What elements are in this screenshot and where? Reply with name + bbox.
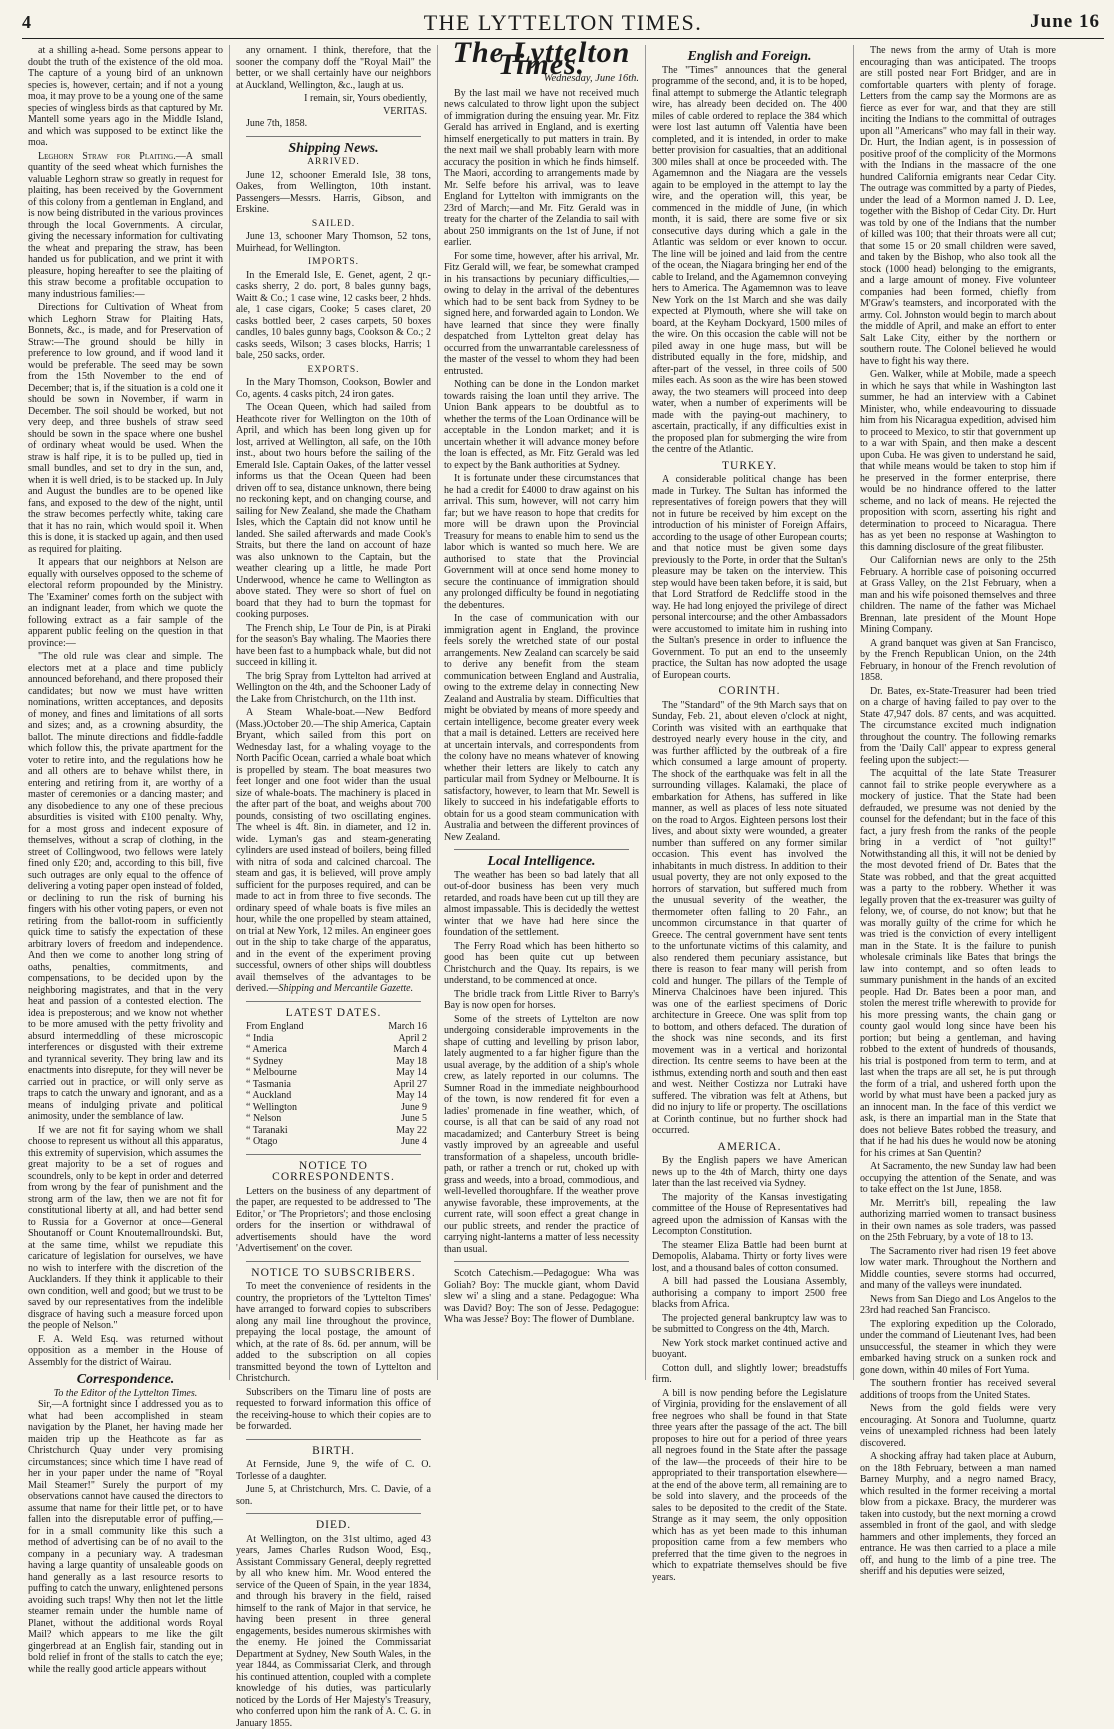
column-2 <box>230 45 438 1380</box>
leghorn-paragraph <box>28 151 223 301</box>
news-paragraph: A grand banquet was given at San Francisco, by the French Republican Union, on the 24th February, in honour of the French revolution of 1858. <box>860 638 1056 684</box>
notice-correspondents-heading: NOTICE TO CORRESPONDENTS. <box>236 1161 431 1184</box>
latest-date-row <box>240 1125 427 1137</box>
editorial-paragraph: For some time, however, after his arrival, Mr. Fitz Gerald will, we fear, be somewhat cramped in his transactions by pecuniary difficulties,—owing to delay in the arrival of the debentures which had to be sent back from Sydney to be signed here, and forwarded again to London. We have learned that since they were finally despatched from Lyttelton great delay has occurred from the unwarrantable carelessness of the master of the vessel to whom they had been entrusted. <box>444 251 639 378</box>
latest-date-place: “ America <box>240 1044 287 1056</box>
sailed-text: June 13, schooner Mary Thomson, 52 tons, Muirhead, for Wellington. <box>236 231 431 254</box>
america-paragraph: Cotton dull, and slightly lower; breadstuffs firm. <box>652 1363 847 1386</box>
column-3 <box>438 45 646 1380</box>
editorial-nameplate: The Lyttelton Times. <box>444 47 639 70</box>
leghorn-text: —A small quantity of the seed wheat which furnishes the valuable Leghorn straw so greatly in request for plaiting, has been received by the Government of this colony from a gentleman in England, and is now being distributed in the various provinces through the local Governments. A circular, giving the necessary information for cultivating the wheat and preparing the straw, has been handed us for publication, and we print it with pleasure, hoping hereafter to see the plaiting of this straw become a profitable occupation to many industrious families:— <box>28 151 223 300</box>
news-paragraph: The southern frontier has received several additions of troops from the United States. <box>860 1378 1056 1401</box>
sailed-label: SAILED. <box>236 219 431 231</box>
letter-signature: VERITAS. <box>240 106 427 118</box>
america-paragraph: New York stock market continued active and buoyant. <box>652 1338 847 1361</box>
shipping-news-heading: Shipping News. <box>236 143 431 155</box>
exports-text: In the Mary Thomson, Cookson, Bowler and Co, agents. 4 casks pitch, 24 iron gates. <box>236 377 431 400</box>
column-5 <box>854 45 1062 1380</box>
examiner-quote: "The old rule was clear and simple. The electors met at a place and time publicly announced beforehand, and there proposed their candidates; but now we must have written nominations, written acceptances, and deposits of money, and fines and limitations of all sorts and sizes; and, as a crowning absurdity, the ballot. The minute directions and fiddle-faddle which follow this, the private apartment for the voter to retire into, and the regulations how he and all others are to behave whilst there, in entering and retiring from it, are worthy of a master of ceremonies or a dancing master; and any disobedience to any one of these precious absurdities is visited with £100 penalty. Why, for a most gross and indecent exposure of themselves, without a scrap of clothing, in the street of Collingwood, two fellows were lately fined only £20; and, according to this bill, five such outrages are only equal to the offence of delivering a voting paper open instead of folded, or declining to run the risk of burning his fingers with his other voting papers, or even not retiring from the ballot-room in sufficiently quick time to satisfy the expectation of these arbitrary lovers of freedom and independence. And then we come to another long string of oaths, penalties, commitments, and compensations, to be decided upon by the neighboring magistrates, and that in the very heat and passion of a contested election. The idea is preposterous; and we know not whether to be more amused with the petty frivolity and absurd intermeddling of these microscopic interferences or disgusted with their extreme and tyrannical severity. They bring law and its enactments into disrepute, for they will never be carried out in practice, or will only serve as traps to catch the unwary and ignorant, and as a means of indulging private and political animosity, under the semblance of law. <box>28 651 223 1123</box>
latest-date-row <box>240 1102 427 1114</box>
column-4 <box>646 45 854 1380</box>
correspondence-address: To the Editor of the Lyttelton Times. <box>28 1388 223 1400</box>
news-paragraph: The Sacramento river had risen 19 feet above low water mark. Throughout the Northern and Middle counties, severe storms had occurred, and many of the valleys were inundated. <box>860 1246 1056 1292</box>
editorial-dateline: Wednesday, June 16th. <box>444 73 639 85</box>
steam-whale-boat-text: A Steam Whale-boat.—New Bedford (Mass.)October 20.—The ship America, Captain Bryant, which sailed from this port on Wednesday last, for a whaling voyage to the North Pacific Ocean, carried a whale boat which is propelled by steam. The boat measures two feet longer and one foot wider than the usual size of whale-boats. The machinery is placed in the after part of the boat, and weighs about 700 pounds, consisting of two oscillating engines. The wheel is 4ft. 8in. in diameter, and 12 in. wide. Lyman's gas and steam-generating cylinders are used instead of boilers, being filled with nitra of soda and calcined charcoal. The steam and gas, it is believed, will prove amply sufficient for the purposes required, and can be made to act in from three to five seconds. The ordinary speed of whale boats is five miles an hour, while the one propelled by steam attained, on trial at New York, 12 miles. An engineer goes out in the ship to take charge of the apparatus, and in the event of the experiment proving successful, owners of other ships will doubtless avail themselves of the advantages to be derived.— <box>236 707 431 994</box>
divider <box>246 1001 421 1002</box>
latest-date-place: “ Wellington <box>240 1102 297 1114</box>
latest-date-value: May 18 <box>396 1056 427 1068</box>
latest-date-value: April 27 <box>393 1079 427 1091</box>
latest-date-value: June 5 <box>401 1113 427 1125</box>
latest-date-place: From England <box>240 1021 304 1033</box>
latest-date-value: March 16 <box>388 1021 427 1033</box>
turkey-heading: TURKEY. <box>652 461 847 473</box>
scotch-catechism: Scotch Catechism.—Pedagogue: Wha was Goliah? Boy: The muckle giant, whom David slew wi' a sling and a stane. Pedagogue: Wha was David? Boy: The son of Jesse. Pedagogue: Wha was Jesse? Boy: The flower of Dumblane. <box>444 1268 639 1326</box>
exports-label: EXPORTS. <box>236 365 431 377</box>
local-intelligence-heading: Local Intelligence. <box>444 856 639 868</box>
latest-date-place: “ Auckland <box>240 1090 291 1102</box>
latest-date-row <box>240 1079 427 1091</box>
corinth-paragraph: The "Standard" of the 9th March says that on Sunday, Feb. 21, about eleven o'clock at night, Corinth was visited with an earthquake that destroyed nearly every house in the city, and was further afflicted by the outbreak of a fire which consumed a large amount of property. The shock of the earthquake was felt in all the surrounding villages. Kalamaki, the place of embarkation for Athens, has suffered in like manner, as well as places of less note situated on the road to Argos. Eighteen persons lost their lives, and about sixty were wounded, a greater number than suffered on any former similar occasion. This event has involved the inhabitants in much distress. In addition to their usual poverty, they are not only exposed to the horrors of starvation, but suffered much from the unusual severity of the weather, the thermometer often falling to 20 Fahr., an uncommon circumstance in that quarter of Greece. The central government have sent tents to the unfortunate victims of this calamity, and also rendered them pecuniary assistance, but there is reason to fear many will perish from cold and hunger. The pillars of the Temple of Minerva Chalcinoes have been injured. This was one of the earliest specimens of Doric architecture in Greece. One was split from top to bottom, and others defaced. The duration of the shock was nine seconds, and its first movement was in a vertical and horizontal direction. Its centre seems to have been at the isthmus, extending north and south and then east and west. Neither Costizza nor Lutraki have suffered. The vibration was felt at Athens, but did no injury to life or property. The oscillations at Corinth continue, but no further shock had occurred. <box>652 700 847 1137</box>
letter-date: June 7th, 1858. <box>246 118 431 130</box>
death-notice: At Wellington, on the 31st ultimo, aged 43 years, James Charles Rudson Wood, Esq., Assistant Commissary General, deeply regretted by all who knew him. Mr. Wood entered the service of the Queen of Spain, in the year 1834, and through his bravery in the field, raised himself to the rank of Major in that service, he having been present in three general engagements, besides numerous skirmishes with the enemy. He joined the Commissariat Department at Sydney, New South Wales, in the year 1844, as Commissariat Clerk, and through his continued attention, coupled with a complete knowledge of his duties, was particularly noticed by the Lords of Her Majesty's Treasury, who conferred upon him the rank of A. C. G. in January 1855. <box>236 1534 431 1729</box>
page-number: 4 <box>22 12 31 33</box>
newspaper-title: THE LYTTELTON TIMES. <box>22 10 1104 36</box>
latest-date-value: June 4 <box>401 1136 427 1148</box>
imports-text: In the Emerald Isle, E. Genet, agent, 2 qr.-casks sherry, 2 do. port, 8 bales gunny bags, Waitt & Co.; 1 case wine, 12 casks beer, 2 hhds. ale, 1 case cigars, Cooke; 5 cases claret, 20 casks bottled beer, 2 cases carpets, 50 boxes candles, 10 bales gunny bags, Cookson & Co.; 2 casks seeds, Wilson; 3 cases blocks, Harris; 1 bale, 250 sacks, order. <box>236 270 431 362</box>
latest-date-row <box>240 1136 427 1148</box>
latest-date-row <box>240 1056 427 1068</box>
brig-spray-paragraph: The brig Spray from Lyttelton had arrived at Wellington on the 4th, and the Schooner Lady of the Lake from Christchurch, on the 11th inst. <box>236 671 431 706</box>
notice-subscribers-heading: NOTICE TO SUBSCRIBERS. <box>236 1268 431 1280</box>
birth-notice: June 5, at Christchurch, Mrs. C. Davie, of a son. <box>236 1484 431 1507</box>
latest-date-value: March 4 <box>393 1044 427 1056</box>
imports-label: IMPORTS. <box>236 257 431 269</box>
corinth-heading: CORINTH. <box>652 686 847 698</box>
issue-date: June 16 <box>1030 11 1100 33</box>
america-paragraph: The projected general bankruptcy law was to be submitted to Congress on the 4th, March. <box>652 1313 847 1336</box>
letter-ending: any ornament. I think, therefore, that the sooner the company doff the "Royal Mail" the better, or we shall certainly have our neighbors at Auckland, Wellington, &c., laugh at us. <box>236 45 431 91</box>
latest-date-value: April 2 <box>398 1033 427 1045</box>
editorial-paragraph: It is fortunate under these circumstances that he had a credit for £4000 to draw against on his arrival. This sum, however, will not carry him far; but we have reason to hope that credits for more will be drawn upon the Provincial Treasury for means to enable him to send us the labor which is wanted so much here. We are authorised to state that the Provincial Government will at once send home money to secure the continuance of immigration should any prolonged difficulty be found in negotiating the debentures. <box>444 473 639 611</box>
latest-dates-list <box>240 1021 427 1148</box>
latest-date-value: May 22 <box>396 1125 427 1137</box>
news-paragraph: The news from the army of Utah is more encouraging than was anticipated. The troops are still posted near Fort Bridger, and are in comfortable quarters with plenty of forage. Letters from the camp say the Mormons are as fierce as ever for war, and that they are still inciting the Indians to the committal of outrages upon all "Americans" who may fall in their way. Dr. Hurt, the Indian agent, is in possession of positive proof of the complicity of the Mormons with the Indians in the massacre of the one hundred California emigrants near Cedar City. The outrage was committed by a party of Piedes, under the lead of a Mormon named J. D. Lee, together with the Bishop of Cedar City. Dr. Hurt was told by one of the Indians that the number of killed was 100; that their throats were all cut; that some 15 or 20 small children were saved, and taken by the Bishop, who also took all the stock (1000 head) belonging to the emigrants, and a large amount of money. Five volunteer companies had been formed, chiefly from M'Graw's teamsters, and incorporated with the army. Col. Johnston would begin to march about the middle of April, and make an effort to enter Salt Lake City, either by the northern or southern route. The Colonel believed he would have to fight his way there. <box>860 45 1056 367</box>
directions-paragraph: Directions for Cultivation of Wheat from which Leghorn Straw for Plaiting Hats, Bonnets, &c., is made, and for Preservation of Straw:—The ground should be hilly in preference to low ground, and if wood land it would be preferable. The seed may be sown from the 15th November to the end of December; that is, if the situation is a cold one it should be sown in November, if warm in December. The soil should be worked, but not very deep, and three bushels of straw seed should be sown in the space where one bushel of ordinary wheat would be used. When the straw is half ripe, it is to be pulled up, tied in small bundles, and set to dry in the sun, and, when it is well dried, is to be stacked up. In July and August the bundles are to be opened like fans, and exposed to the dew of the night, until the straw becomes perfectly white, taking care that it has no rain, which would spoil it. When this is done, it is stacked up again, and then used as required for plaiting. <box>28 302 223 555</box>
letter-closing: I remain, sir, Yours obediently, <box>240 93 427 105</box>
divider <box>454 849 629 850</box>
local-paragraph: The bridle track from Little River to Barry's Bay is now open for horses. <box>444 989 639 1012</box>
local-paragraph: Some of the streets of Lyttelton are now undergoing considerable improvements in the shape of cutting and levelling by prison labor, lately augmented to a far higher figure than the usual average, by the addition of a ship's whole crew, as lately reported in our columns. The Sumner Road in the immediate neighbourhood of the town, is now rendered fit for even a ladies' promenade in fine weather, which, of course, is all that can be said of any road not macadamized; and Canterbury Street is being vastly improved by an agreeable and useful transformation of a shapeless, uncouth bridle-path, or rather a trench or rut, choked up with grass and weeds, into a broad, commodious, and well-levelled thoroughfare. If the weather prove anywise favorable, these improvements, at the current rate, will soon effect a great change in our public streets, and render the practice of carrying night-lanterns a matter of less necessity than usual. <box>444 1014 639 1256</box>
leghorn-heading: Leghorn Straw for Plaiting. <box>38 151 176 162</box>
divider <box>246 1154 421 1155</box>
america-heading: AMERICA. <box>652 1142 847 1154</box>
news-paragraph: Dr. Bates, ex-State-Treasurer had been tried on a charge of having failed to pay over to the State 47,947 dols. 87 cents, and was acquitted. The circumstance excited much indignation throughout the country. The following remarks from the 'Daily Call' appear to express general feeling upon the subject:— <box>860 686 1056 767</box>
divider <box>246 1513 421 1514</box>
notice-correspondents-text: Letters on the business of any department of the paper, are requested to be addressed to 'The Editor,' or 'The Proprietors'; and those enclosing orders for the insertion or withdrawal of advertisements should have the word 'Advertisement' on the cover. <box>236 1186 431 1255</box>
editorial-paragraph: In the case of communication with our immigration agent in England, the province feels sorely the wretched state of our postal arrangements. New Zealand can scarcely be said to derive any benefit from the steam communication between England and Australia, owing to the extreme delay in connecting New Zealand and Australia by steam. Difficulties that might be obviated by means of more speedy and certain intelligence, become greater every week that a mail is detained. Letters are received here at uncertain intervals, and correspondents from the colony have no means whatever of knowing whether their letters are likely to catch any particular mail from Sydney or Melbourne. It is satisfactory, however, to learn that Mr. Sewell is likely to succeed in his indefatigable efforts to obtain for us a good steam communication with Australia and between the different provinces of New Zealand. <box>444 613 639 843</box>
latest-date-row <box>240 1021 427 1033</box>
birth-heading: BIRTH. <box>236 1446 431 1458</box>
divider <box>246 1261 421 1262</box>
news-paragraph: A shocking affray had taken place at Auburn, on the 18th February, between a man named Barney Murphy, and a negro named Bracy, which resulted in the former receiving a mortal blow from a pickaxe. Bracy, the murderer was taken into custody, but the next morning a crowd assembled in front of the gaol, and with sledge hammers and other implements, they forced an entrance. He was then carried to a place a mile off, and hung to the limb of a pine tree. The sheriff and his deputies were seized, <box>860 1451 1056 1578</box>
latest-date-row <box>240 1090 427 1102</box>
notice-subscribers-text: To meet the convenience of residents in the country, the proprietors of the 'Lyttelton Times' have arranged to forward copies to subscribers along any mail line throughout the province, prepaying the local postage, the amount of which, at the rate of 8s. 6d. per annum, will be added to the subscription on all copies transmitted beyond the town of Lyttelton and Christchurch. <box>236 1281 431 1385</box>
latest-date-value: May 14 <box>396 1090 427 1102</box>
news-paragraph: The acquittal of the late State Treasurer cannot fail to strike people everywhere as a mockery of justice. That the State had been defrauded, we presume was not denied by the counsel for the defendant; but in the face of this fact, a jury fresh from the ranks of the people bring in a verdict of "not guilty!" Notwithstanding all this, it will not be denied by the most devoted friend of Dr. Bates that the State was robbed, and that the great acquitted was a party to the robbery. Whether it was legally proven that the ex-treasurer was guilty of felony, we, of course, do not know; but that he was morally guilty of the crime for which he was tried is the conviction of every intelligent man in the State. It is the failure to punish wholesale criminals like Bates that brings the law into contempt, and so often leads to summary punishment in the hands of an excited people. Had Dr. Bates been a poor man, and stolen the merest trifle wherewith to provide for his more pressing wants, the chain gang or county gaol would long since have been his portion; but being a gentleman, and having robbed to the extent of hundreds of thousands, his trial is postponed from term to term, and at last when the traps are all set, he is put through the form of a trial, and ushered forth upon the world by what must have been a packed jury as an innocent man. In the face of this verdict we ask, is there an impartial man in the State that does not believe Bates robbed the treasury, and that if he had his dues he would now be atoning for his crimes at San Quentin? <box>860 768 1056 1159</box>
news-paragraph: The exploring expedition up the Colorado, under the command of Lieutenant Ives, had been unsuccessful, the steamer in which they were embarked having struck on a sunken rock and gone down, within 40 miles of Fort Yuma. <box>860 1319 1056 1377</box>
latest-date-row <box>240 1067 427 1079</box>
latest-date-place: “ India <box>240 1033 274 1045</box>
ocean-queen-paragraph: The Ocean Queen, which had sailed from Heathcote river for Wellington on the 10th of April, and which has been long given up for lost, arrived at Wellington, all safe, on the 10th inst., about two hours before the sailing of the Emerald Isle. Captain Oakes, of the latter vessel informs us that the Ocean Queen had been driven off to sea, distance unknown, there being no reckoning kept, and on changing course, and sailing for New Zealand, she made the Chatham Isles, which the Captain did not know until he landed. She sailed afterwards and made Cook's Straits, but there the land on account of haze was also unknown to the Captain, but the weather clearing up a little, he made Port Underwood, whence he came to Wellington as above stated. They were so short of fuel on board that they had to burn the topmast for cooking purposes. <box>236 402 431 621</box>
news-paragraph: Mr. Merritt's bill, repealing the law authorizing married women to transact business in their own names as sole traders, was passed on the 25th February, by a vote of 18 to 13. <box>860 1198 1056 1244</box>
nelson-paragraph: It appears that our neighbors at Nelson are equally with ourselves opposed to the scheme of electoral reform propounded by the Ministry. The 'Examiner' comes forth on the subject with an indignant leader, from which we quote the following extract as a fair sample of the apparent public feeling on the question in that province:— <box>28 557 223 649</box>
columns <box>22 45 1104 1380</box>
latest-date-place: “ Nelson <box>240 1113 281 1125</box>
america-paragraph: The steamer Eliza Battle had been burnt at Demopolis, Alabama. Thirty or forty lives were lost, and a thousand bales of cotton consumed. <box>652 1240 847 1275</box>
notice-subscribers-timaru: Subscribers on the Timaru line of posts are requested to forward information this office of the receiving-house to which their copies are to be forwarded. <box>236 1387 431 1433</box>
masthead <box>22 6 1104 39</box>
weld-paragraph: F. A. Weld Esq. was returned without opposition as a member in the House of Assembly for the district of Wairau. <box>28 1334 223 1369</box>
america-paragraph: By the English papers we have American news up to the 4th of March, thirty one days later than the last received via Sydney. <box>652 1155 847 1190</box>
local-paragraph: The Ferry Road which has been hitherto so good has been quite cut up between Christchurch and the Quay. Its repairs, is we understand, to be commenced at once. <box>444 941 639 987</box>
latest-date-value: June 9 <box>401 1102 427 1114</box>
editorial-paragraph: By the last mail we have not received much news calculated to throw light upon the subject of immigration during the ensuing year. Mr. Fitz Gerald has arrived in England, and is exerting himself energetically to put matters in train. By the next mail we shall probably learn with more accuracy the position in which he finds himself. The Maori, according to arrangements made by Mr. Selfe before his arrival, was to leave England for Lyttelton with immigrants on the 23rd of March;—and Mr. Fitz Gerald was in treaty for the charter of the Zelandia to sail with about 250 immigrants on the 1st of June, if not earlier. <box>444 88 639 249</box>
news-paragraph: Gen. Walker, while at Mobile, made a speech in which he says that while in Washington last summer, he had an interview with a Cabinet Minister, who, while endeavouring to dissuade him from his Nicaragua expedition, advised him to proceed to Mexico, to stir that government up to a war with Spain, and then make a descent upon Cuba. He was given to understand he said, that while means would be taken to stop him if he preserved in the former enterprise, there would be no hindrance offered to the latter scheme, and no lack of means. He rejected the proposition with scorn, asserting his right and determination to proceed to Nicaragua. There has as yet been no response at Washington to this damning disclosure of the great filibuster. <box>860 369 1056 553</box>
america-paragraph: A bill is now pending before the Legislature of Virginia, providing for the enslavement of all free negroes who shall be found in that State three years after the passage of the act. The bill proposes to hire out for a period of three years all negroes found in the State after the passage of the law—the proceeds of their hire to be appropriated to their transportation elsewhere—at the end of the above term, all remaining are to be sold into slavery, and the proceeds of the sales to be deposited to the credit of the State. Strange as it may seem, the only opposition which has as yet been made to this inhuman proposition came from a few members who preferred that the time given to the negroes in which to expatriate themselves should be five years. <box>652 1388 847 1584</box>
divider <box>246 136 421 137</box>
column-1 <box>22 45 230 1380</box>
latest-date-place: “ Taranaki <box>240 1125 288 1137</box>
latest-date-row <box>240 1044 427 1056</box>
latest-date-place: “ Tasmania <box>240 1079 291 1091</box>
america-paragraph: A bill had passed the Lousiana Assembly, authorising a company to import 2500 free blacks from Africa. <box>652 1276 847 1311</box>
steam-whale-boat-paragraph <box>236 707 431 995</box>
news-paragraph: News from the gold fields were very encouraging. At Sonora and Tuolumne, quartz veins of unexampled richness had been lately discovered. <box>860 1403 1056 1449</box>
arrived-label: ARRIVED. <box>236 157 431 169</box>
divider <box>246 1439 421 1440</box>
news-paragraph: At Sacramento, the new Sunday law had been occupying the attention of the Senate, and was to take effect on the 1st June, 1858. <box>860 1161 1056 1196</box>
divider <box>454 1261 629 1262</box>
english-foreign-heading: English and Foreign. <box>652 51 847 63</box>
examiner-quote-continued: If we are not fit for saying whom we shall choose to represent us without all this apparatus, this extremity of supervision, which assumes the great majority to be a set of rogues and scoundrels, only to be kept in order and deterred from wrong by the fear of punishment and the strong arm of the law, then we are not fit for constitutional liberty at all, and had better send to Russia for a Governor at once—General Shoutanoff or Count Knoutemallroundski. But, at the same time, whilst we repudiate this caricature of legislation for ourselves, we have no wish to interfere with the discretion of the Aucklanders. If they think it applicable to their own condition, well and good; but we trust to be saved by our representatives from the indelible disgrace of having such a measure forced upon the people of Nelson." <box>28 1125 223 1332</box>
local-paragraph: The weather has been so bad lately that all out-of-door business has been very much retarded, and roads have been cut up till they are almost impassable. This is decidedly the wettest winter that we have had here since the foundation of the settlement. <box>444 870 639 939</box>
latest-date-place: “ Melbourne <box>240 1067 297 1079</box>
telegraph-paragraph: The "Times" announces that the general programme of the second, and, it is to be hoped, final attempt to submerge the Atlantic telegraph wire, has already been decided on. The 400 miles of cable ordered to replace the 384 which were lost last autumn off Valentia have been completed, and it is intended, in order to make better provision for casualties, that an additional 300 miles shall at once be proceeded with. The Agamemnon and the Niagara are the vessels again to be employed in the attempt to lay the wire, and the operation will, this year, be commenced in the middle of June, (in which month, it is said, there are some five or six consecutive days during which a gale in the Atlantic was seldom or ever known to occur. The line will be joined and laid from the centre of the ocean, the Niagara bringing her end of the cable to Ireland, and the Agamemnon conveying hers to America. The Agamemnon was to leave New York on the 1st March and she was daily expected at Plymouth, where she will take on board, at the Keyham Dockyard, 1500 miles of the wire. On this occasion the cable will not be piled away in one huge mass, but will be distributed equally in the fore, midship, and after-part of the vessel, in three coils of 500 miles each. As soon as the wire has been stowed away, the two steamers will proceed into deep water, when a number of experiments will be made with the paying-out machinery, to ascertain, practically, if any difficulties exist in the proposed plan for submerging the wire from the centre of the Atlantic. <box>652 65 847 456</box>
news-paragraph: Our Californian news are only to the 25th February. A horrible case of poisoning occurred at Grass Valley, on the 21st February, when a man and his wife poisoned themselves and three children. The name of the father was Michael Brennan, late president of the Mount Hope Mining Company. <box>860 555 1056 636</box>
died-heading: DIED. <box>236 1520 431 1532</box>
latest-date-value: May 14 <box>396 1067 427 1079</box>
correspondence-heading: Correspondence. <box>28 1374 223 1386</box>
arrived-text: June 12, schooner Emerald Isle, 38 tons, Oakes, from Wellington, 10th instant. Passengers—Messrs. Harris, Gibson, and Erskine. <box>236 170 431 216</box>
latest-date-row <box>240 1113 427 1125</box>
america-paragraph: The majority of the Kansas investigating committee of the House of Representatives had agreed upon the admission of Kansas with the Lecompton Constitution. <box>652 1192 847 1238</box>
correspondence-letter: Sir,—A fortnight since I addressed you as to what had been accomplished in steam navigation by the Planet, her having made her maiden trip up the Heathcote as far as Christchurch Quay under very promising circumstances; since which time I have read of her in your paper under the name of "Royal Mail Steamer!" Surely the purport of my observations cannot have caused the directors to assume that name for their little pet, or to have fallen into the disreputable error of puffing,—for in a small community like this such a method of advertising can be of no avail to the company in a pecuniary way. A tradesman having a large quantity of unsaleable goods on hand generally as a last resource resorts to puffing to catch the unwary, enlightened persons avoiding such traps! Why then not let the little steamer remain under the humble name of Planet, without the additional words Royal Mail? which appears to me like the gilt gingerbread at an English fair, standing out in bold relief in front of the stalls to catch the eye; while the really good article appears without <box>28 1399 223 1675</box>
steam-whale-boat-source: Shipping and Mercantile Gazette. <box>279 983 414 994</box>
birth-notice: At Fernside, June 9, the wife of C. O. Torlesse of a daughter. <box>236 1459 431 1482</box>
turkey-paragraph: A considerable political change has been made in Turkey. The Sultan has informed the representatives of foreign powers that they will not in future be received by him except on the introduction of his minister of Foreign Affairs, according to the usage of other European courts; and that notice must be given some days previously to the Porte, in order that the Sultan's pleasure may be taken on the interview. This step would have been taken before, it is said, but that Lord Stratford de Redcliffe stood in the way. He had long enjoyed the privilege of direct personal intercourse; and the other Ambassadors were accustomed to imitate him in rushing into the Sultan's presence in order to influence the Government. To put an end to the unseemly practice, the Sultan has now adopted the usage of European courts. <box>652 474 847 681</box>
latest-date-place: “ Sydney <box>240 1056 283 1068</box>
latest-date-place: “ Otago <box>240 1136 277 1148</box>
editorial-paragraph: Nothing can be done in the London market towards raising the loan until they arrive. The Union Bank appears to be doubtful as to whether the terms of the Loan Ordinance will be acceptable in the London market; and it is uncertain whether it will advance money before the loan is effected, as Mr. Fitz Gerald was led to expect by the Bank authorities at Sydney. <box>444 379 639 471</box>
latest-dates-heading: LATEST DATES. <box>236 1008 431 1020</box>
latest-date-row <box>240 1033 427 1045</box>
news-paragraph: News from San Diego and Los Angelos to the 23rd had reached San Francisco. <box>860 1294 1056 1317</box>
moa-paragraph: at a shilling a-head. Some persons appear to doubt the truth of the existence of the old moa. The capture of a young bird of an unknown species is, however, certain; and if not a young moa, it may prove to be a young one of the same species of wingless birds as that captured by Mr. Mantell some years ago in the Middle Island, and which was supposed to be extinct like the moa. <box>28 45 223 149</box>
french-ship-paragraph: The French ship, Le Tour de Pin, is at Piraki for the season's Bay whaling. The Maories there have been fast to a humpback whale, but did not succeed in killing it. <box>236 623 431 669</box>
